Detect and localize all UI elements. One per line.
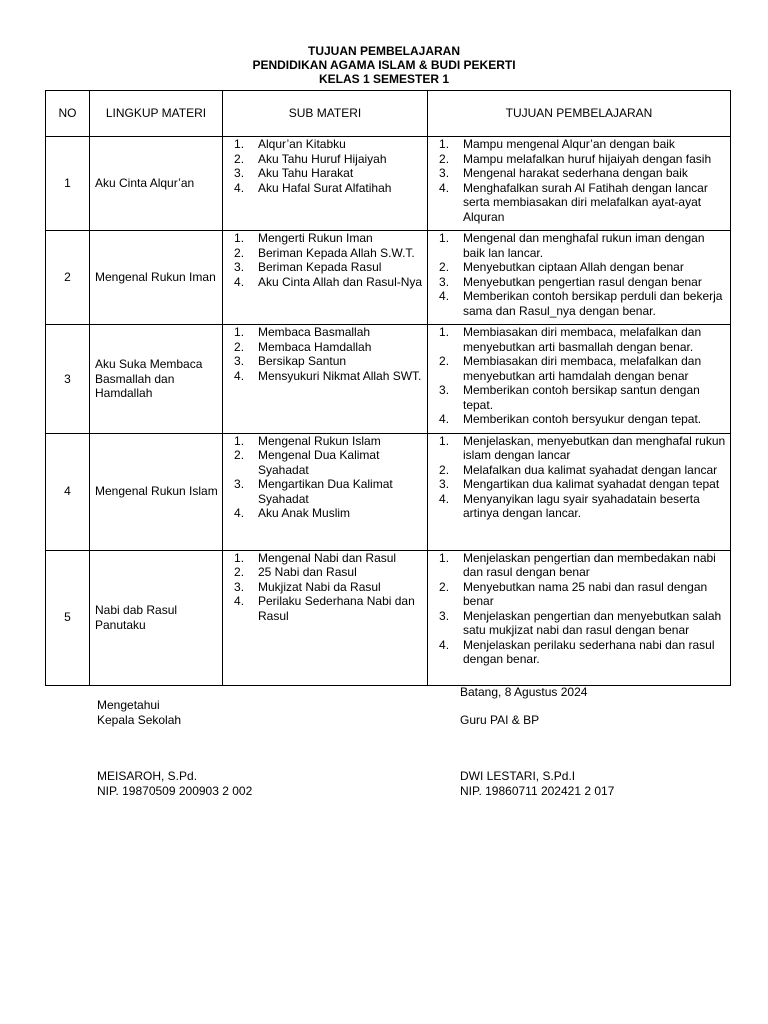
sub-materi-list [232,325,423,383]
tujuan-cell [428,137,731,231]
list-item: Menyanyikan lagu syair syahadatain beserta artinya dengan lancar. [463,491,700,520]
list-item: Membiasakan diri membaca, melafalkan dan menyebutkan arti basmallah dengan benar. [463,325,702,354]
title-line-1: TUJUAN PEMBELAJARAN [307,44,460,58]
principal-title: Kepala Sekolah [97,713,182,727]
list-item: Mensyukuri Nikmat Allah SWT. [258,368,422,383]
list-item: Mengenal Rukun Islam [258,433,381,448]
list-item: Mengartikan Dua Kalimat Syahadat [258,477,393,506]
sub-materi-cell [223,325,428,434]
row-number: 4 [46,433,90,550]
list-item: Memberikan contoh bersikap santun dengan tepat. [463,383,700,412]
row-number: 1 [46,137,90,231]
list-item: Aku Tahu Harakat [258,166,354,180]
teacher-name-block [460,769,614,799]
sub-materi-list [232,551,423,624]
tujuan-list [437,137,726,224]
lingkup-materi-cell: Aku Suka Membaca Basmallah dan Hamdallah [90,325,223,434]
sub-materi-list [232,137,423,195]
left-signature-block [97,698,181,728]
list-item: Membaca Hamdallah [258,339,372,354]
list-item: Beriman Kepada Allah S.W.T. [258,245,415,260]
teacher-name: DWI LESTARI, S.Pd.I [460,769,576,783]
list-item: Mengenal harakat sederhana dengan baik [463,166,688,180]
list-item: Menjelaskan, menyebutkan dan menghafal rukun islam dengan lancar [463,433,726,462]
list-item: Menyebutkan pengertian rasul dengan benar [463,274,702,289]
principal-name: MEISAROH, S.Pd. [97,769,198,783]
list-item: Membiasakan diri membaca, melafalkan dan menyebutkan arti hamdalah dengan benar [463,354,702,383]
list-item: Memberikan contoh bersikap perduli dan bekerja sama dan Rasul_nya dengan benar. [463,289,723,318]
tujuan-list [437,231,726,318]
list-item: Aku Tahu Huruf Hijaiyah [258,151,387,166]
sub-materi-cell [223,137,428,231]
list-item: Menjelaskan pengertian dan membedakan nabi dan rasul dengan benar [463,550,716,579]
list-item: Mengenal Nabi dan Rasul [258,550,397,565]
learning-objectives-table [45,90,731,686]
list-item: Mukjizat Nabi da Rasul [258,579,381,594]
table-row [46,231,731,325]
sub-materi-cell [223,231,428,325]
row-number: 5 [46,550,90,685]
place-date: Batang, 8 Agustus 2024 [460,685,588,699]
lingkup-materi-cell: Mengenal Rukun Islam [90,433,223,550]
list-item: Memberikan contoh bersyukur dengan tepat. [463,412,702,426]
teacher-title: Guru PAI & BP [460,713,540,727]
title-line-3: KELAS 1 SEMESTER 1 [318,72,450,86]
table-header-row [46,91,731,137]
list-item: Melafalkan dua kalimat syahadat dengan lancar [463,462,718,477]
list-item: Membaca Basmallah [258,325,371,339]
list-item: Aku Cinta Allah dan Rasul-Nya [258,274,423,289]
tujuan-list [437,434,726,521]
sub-materi-list [232,231,423,289]
column-header-lingkup-materi: LINGKUP MATERI [90,91,223,137]
list-item: Beriman Kepada Rasul [258,260,382,274]
row-number: 3 [46,325,90,434]
document-title [0,44,768,86]
list-item: 25 Nabi dan Rasul [258,565,357,579]
principal-nip: NIP. 19870509 200903 2 002 [97,784,253,798]
list-item: Menjelaskan pengertian dan menyebutkan salah satu mukjizat nabi dan rasul dengan benar [463,608,722,637]
column-header-no: NO [46,91,90,137]
column-header-tujuan-pembelajaran: TUJUAN PEMBELAJARAN [428,91,731,137]
list-item: Menyebutkan ciptaan Allah dengan benar [463,260,684,274]
sub-materi-cell [223,433,428,550]
list-item: Alqur’an Kitabku [258,137,346,151]
tujuan-cell [428,325,731,434]
list-item: Mampu mengenal Alqur’an dengan baik [463,137,675,151]
list-item: Menjelaskan perilaku sederhana nabi dan rasul dengan benar. [463,637,715,666]
table-row [46,325,731,434]
sub-materi-list [232,434,423,521]
table-row [46,433,731,550]
lingkup-materi-cell: Nabi dab Rasul Panutaku [90,550,223,685]
list-item: Menyebutkan nama 25 nabi dan rasul dengan benar [463,579,708,608]
table-row [46,550,731,685]
list-item: Aku Hafal Surat Alfatihah [258,180,392,195]
tujuan-cell [428,550,731,685]
lingkup-materi-cell: Mengenal Rukun Iman [90,231,223,325]
sub-materi-cell [223,550,428,685]
principal-name-block [97,769,252,799]
list-item: Aku Anak Muslim [258,506,351,520]
acknowledged-label: Mengetahui [97,698,160,712]
list-item: Perilaku Sederhana Nabi dan Rasul [258,594,415,623]
list-item: Mengerti Rukun Iman [258,231,373,245]
list-item: Mengenal Dua Kalimat Syahadat [258,448,380,477]
tujuan-list [437,551,726,667]
table-row [46,137,731,231]
teacher-nip: NIP. 19860711 202421 2 017 [460,784,615,798]
list-item: Menghafalkan surah Al Fatihah dengan lancar serta membiasakan diri melafalkan ayat-ayat Alquran [463,180,708,224]
list-item: Mengenal dan menghafal rukun iman dengan baik lan lancar. [463,231,705,260]
tujuan-cell [428,433,731,550]
tujuan-list [437,325,726,427]
lingkup-materi-cell: Aku Cinta Alqur’an [90,137,223,231]
tujuan-cell [428,231,731,325]
row-number: 2 [46,231,90,325]
list-item: Mengartikan dua kalimat syahadat dengan tepat [463,477,720,491]
list-item: Bersikap Santun [258,354,347,368]
title-line-2: PENDIDIKAN AGAMA ISLAM & BUDI PEKERTI [252,58,516,72]
list-item: Mampu melafalkan huruf hijaiyah dengan fasih [463,151,712,166]
column-header-sub-materi: SUB MATERI [223,91,428,137]
